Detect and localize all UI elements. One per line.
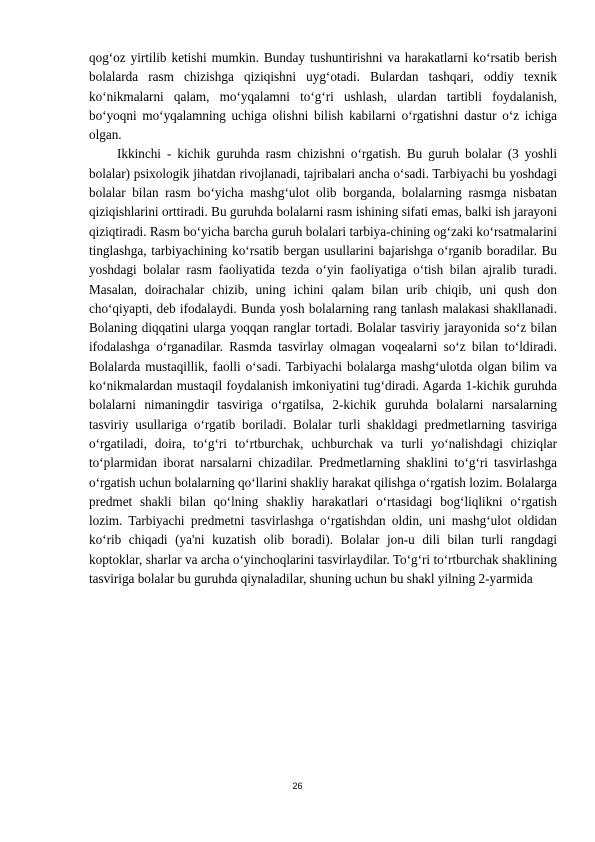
paragraph-continuation: qog‘oz yirtilib ketishi mumkin. Bunday tushuntirishni va harakatlarni ko‘rsatib berish bolalarda rasm chizishga qiziqishni uyg‘otadi. Bulardan tashqari, oddiy texnik ko‘nikmalarni qalam, mo‘yqalamni to‘g‘ri ushlash, ulardan tartibli foydalanish, bo‘yoqni mo‘yqalamning uchiga olishni bilish kabilarni o‘rgatishni dastur o‘z ichiga olgan. bbox=[89, 50, 557, 143]
paragraph-second-junior-group: Ikkinchi - kichik guruhda rasm chizishni o‘rgatish. Bu guruh bolalar (3 yoshli bolalar) psixologik jihatdan rivojlanadi, tajribalari ancha o‘sadi. Tarbiyachi bu yoshdagi bolalar bilan rasm bo‘yicha mashg‘ulot olib borganda, bolalarning rasmga nisbatan qiziqishlarini orttiradi. Bu guruhda bolalarni rasm ishining sifati emas, balki ish jarayoni qiziqtiradi. Rasm bo‘yicha barcha guruh bolalari tarbiya-chining og‘zaki ko‘rsatmalarini tinglashga, tarbiyachining ko‘rsatib bergan usullarini bajarishga o‘rganib boradilar. Bu yoshdagi bolalar rasm faoliyatida tezda o‘yin faoliyatiga o‘tish bilan ajralib turadi. Masalan, doirachalar chizib, uning ichini qalam bilan urib chiqib, uni qush don cho‘qiyapti, deb ifodalaydi. Bunda yosh bolalarning rang tanlash malakasi shakllanadi. Bolaning diqqatini ularga yoqqan ranglar tortadi. Bolalar tasviriy jarayonida so‘z bilan ifodalashga o‘rganadilar. Rasmda tasvirlay olmagan voqealarni so‘z bilan to‘ldiradi. Bolalarda mustaqillik, faolli o‘sadi. Tarbiyachi bolalarga mashg‘ulotda olgan bilim va ko‘nikmalardan mustaqil foydalanish imkoniyatini tug‘diradi. Agarda 1-kichik guruhda bolalarni nimaningdir tasviriga o‘rgatilsa, 2-kichik guruhda bolalarni narsalarning tasviriy usullariga o‘rgatib boriladi. Bolalar turli shakldagi predmetlarning tasviriga o‘rgatiladi, doira, to‘g‘ri to‘rtburchak, uchburchak va turli yo‘nalishdagi chiziqlar to‘plarmidan iborat narsalarni chizadilar. Predmetlarning shaklini to‘g‘ri tasvirlashga o‘rgatish uchun bolalarning qo‘llarini shakliy harakat qilishga o‘rgatish lozim. Bolalarga predmet shakli bilan qo‘lning shakliy harakatlari o‘rtasidagi bog‘liqlikni o‘rgatish lozim. Tarbiyachi predmetni tasvirlashga o‘rgatishdan oldin, uni mashg‘ulot oldidan ko‘rib chiqadi (ya'ni kuzatish olib boradi). Bolalar jon-u dili bilan turli rangdagi koptoklar, sharlar va archa o‘yinchoqlarini tasvirlaydilar. To‘g‘ri to‘rtburchak shaklining tasviriga bolalar bu guruhda qiynaladilar, shuning uchun bu shakl yilning 2-yarmida bbox=[89, 146, 557, 587]
page-body bbox=[89, 48, 557, 588]
page-number: 26 bbox=[292, 781, 303, 791]
